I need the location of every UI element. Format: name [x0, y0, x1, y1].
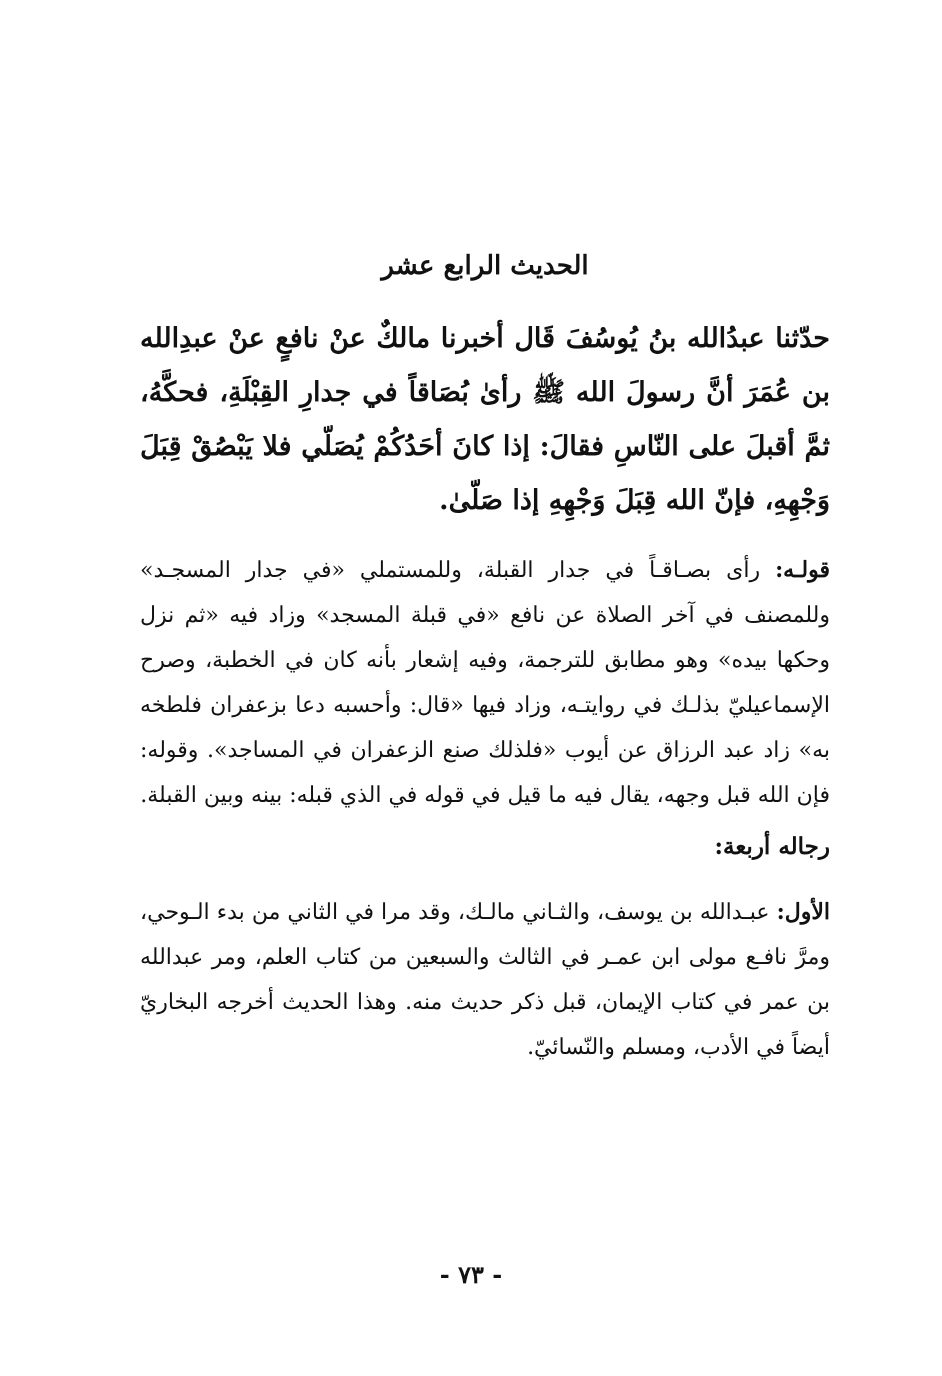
- commentary-text: رأى بصـاقـاً في جدار القبلة، وللمستملي «في جدار المسجـد» وللمصنف في آخر الصلاة عن نافع «في قبلة المسجد» وزاد فيه «ثم نزل وحكها بيده» وهو مطابق للترجمة، وفيه إشعار بأنه كان في الخطبة، وصرح الإسماعيليّ بذلـك في روايتـه، وزاد فيها «قال: وأحسبه دعا بزعفران فلطخه به» زاد عبد الرزاق عن أيوب «فلذلك صنع الزعفران في المساجد». وقوله: فإن الله قبل وجهه، يقال فيه ما قيل في قوله في الذي قبله: بينه وبين القبلة.: [140, 558, 831, 808]
- commentary-paragraph: [140, 548, 830, 818]
- hadith-text: حدّثنا عبدُالله بنُ يُوسُفَ قَال أخبرنا مالكٌ عنْ نافعٍ عنْ عبدِالله بن عُمَرَ أنَّ رسولَ الله ﷺ رأىٰ بُصَاقاً في جدارِ القِبْلَةِ، فحكَّهُ، ثمَّ أقبلَ على النّاسِ فقالَ: إذا كانَ أحَدُكُمْ يُصَلّي فلا يَبْصُقْ قِبَلَ وَجْهِهِ، فإنّ الله قِبَلَ وَجْهِهِ إذا صَلّىٰ.: [140, 323, 830, 516]
- page-number: - ٧٣ -: [439, 1260, 503, 1289]
- narrators-text: عبـدالله بن يوسف، والثـاني مالـك، وقد مرا في الثاني من بدء الـوحي، ومرَّ نافـع مولى ابن عمـر في الثالث والسبعين من كتاب العلم، ومر عبدالله بن عمر في كتاب الإيمان، قبل ذكر حديث منه. وهذا الحديث أخرجه البخاريّ أيضاً في الأدب، ومسلم والنّسائيّ.: [140, 900, 830, 1060]
- narrators-paragraph: [140, 890, 830, 1070]
- commentary-label: قولـه:: [775, 557, 831, 583]
- hadith-heading: الحديث الرابع عشر: [381, 251, 589, 281]
- narrators-label: الأول:: [776, 899, 830, 925]
- narrators-heading: رجاله أربعة:: [714, 833, 830, 860]
- page-content: [140, 238, 830, 1070]
